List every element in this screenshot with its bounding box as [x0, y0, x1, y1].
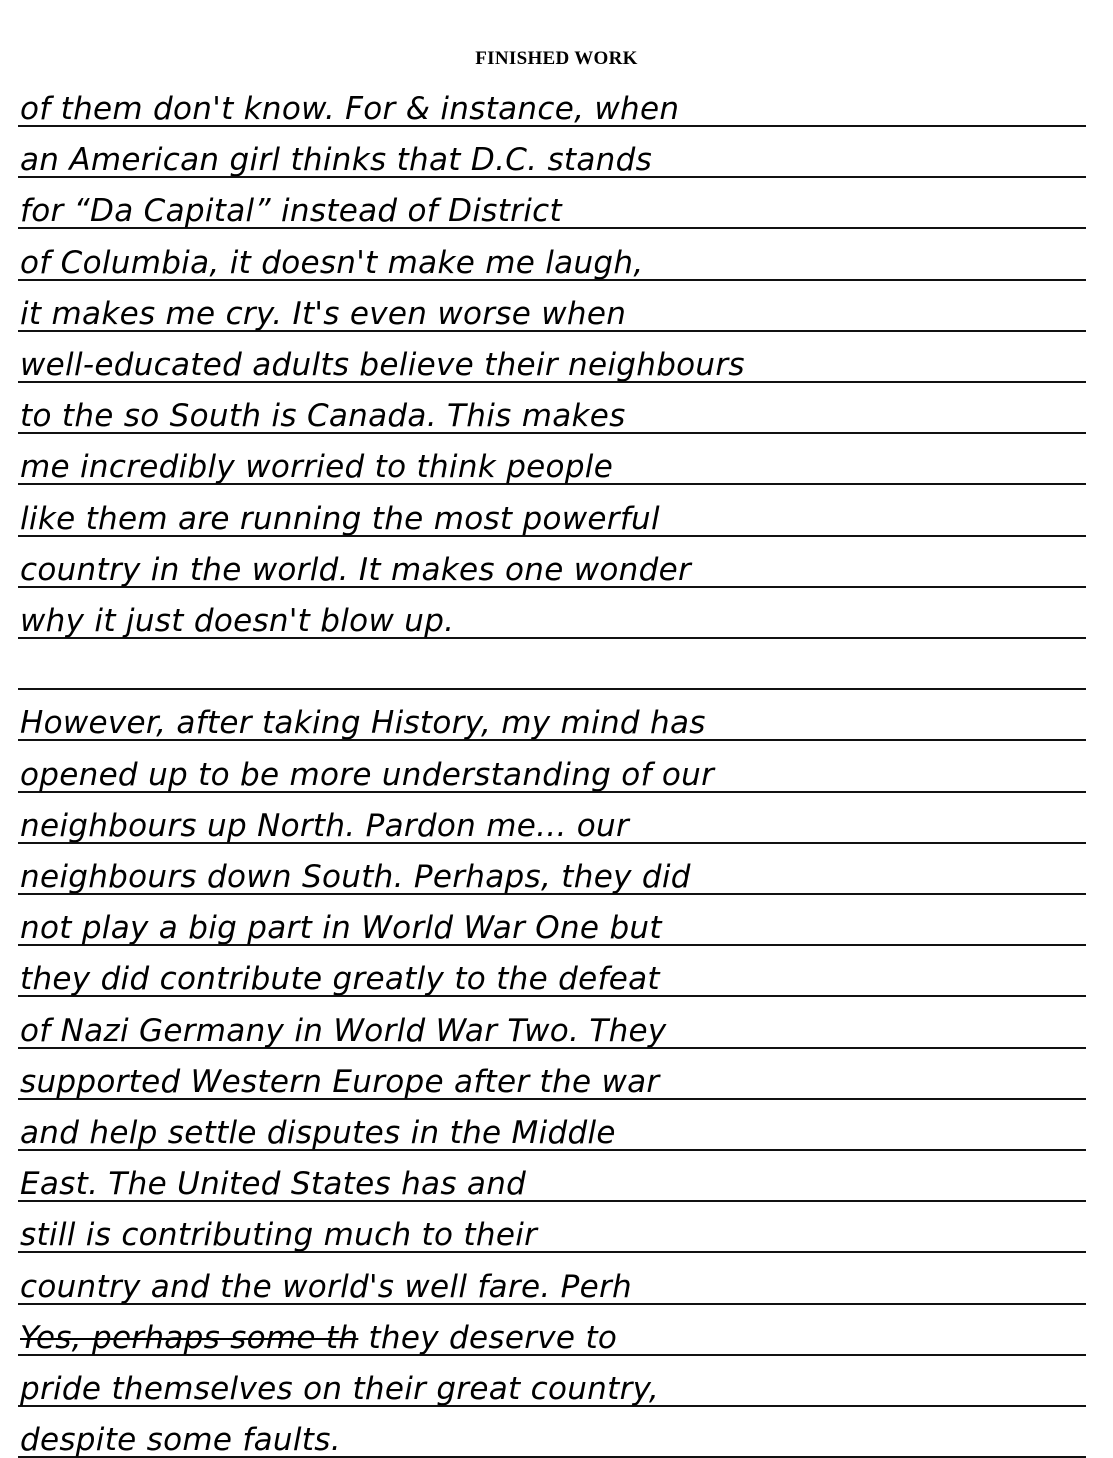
page-header: FINISHED WORK [475, 48, 638, 69]
struck-out-text: Yes, perhaps some th [20, 1320, 359, 1356]
handwritten-line: well-educated adults believe their neighbours [20, 347, 745, 383]
handwritten-line: why it just doesn't blow up. [20, 603, 455, 639]
handwritten-line: not play a big part in World War One but [20, 910, 662, 946]
handwritten-line: despite some faults. [20, 1422, 341, 1458]
handwritten-line: of Nazi Germany in World War Two. They [20, 1013, 667, 1049]
handwritten-line: for “Da Capital” instead of District [20, 193, 562, 229]
handwritten-line: East. The United States has and [20, 1166, 527, 1202]
handwritten-line: neighbours up North. Pardon me... our [20, 808, 630, 844]
handwritten-line: and help settle disputes in the Middle [20, 1115, 616, 1151]
handwritten-line: Yes, perhaps some th they deserve to [20, 1320, 618, 1356]
handwritten-line: it makes me cry. It's even worse when [20, 296, 627, 332]
handwritten-line: like them are running the most powerful [20, 501, 660, 537]
handwritten-line: country and the world's well fare. Perh [20, 1269, 632, 1305]
handwritten-line: of Columbia, it doesn't make me laugh, [20, 245, 644, 281]
handwritten-line: an American girl thinks that D.C. stands [20, 142, 653, 178]
handwritten-line: However, after taking History, my mind has [20, 705, 706, 741]
handwritten-line: still is contributing much to their [20, 1217, 538, 1253]
handwritten-line: me incredibly worried to think people [20, 449, 614, 485]
handwritten-line: opened up to be more understanding of our [20, 757, 715, 793]
handwritten-line: neighbours down South. Perhaps, they did [20, 859, 691, 895]
handwritten-line: supported Western Europe after the war [20, 1064, 660, 1100]
handwritten-line: of them don't know. For & instance, when [20, 91, 680, 127]
handwritten-line: to the so South is Canada. This makes [20, 398, 626, 434]
ruled-line [18, 688, 1086, 690]
handwritten-line: pride themselves on their great country, [20, 1371, 660, 1407]
handwritten-line: country in the world. It makes one wonder [20, 552, 691, 588]
handwritten-line: they did contribute greatly to the defeat [20, 961, 660, 997]
